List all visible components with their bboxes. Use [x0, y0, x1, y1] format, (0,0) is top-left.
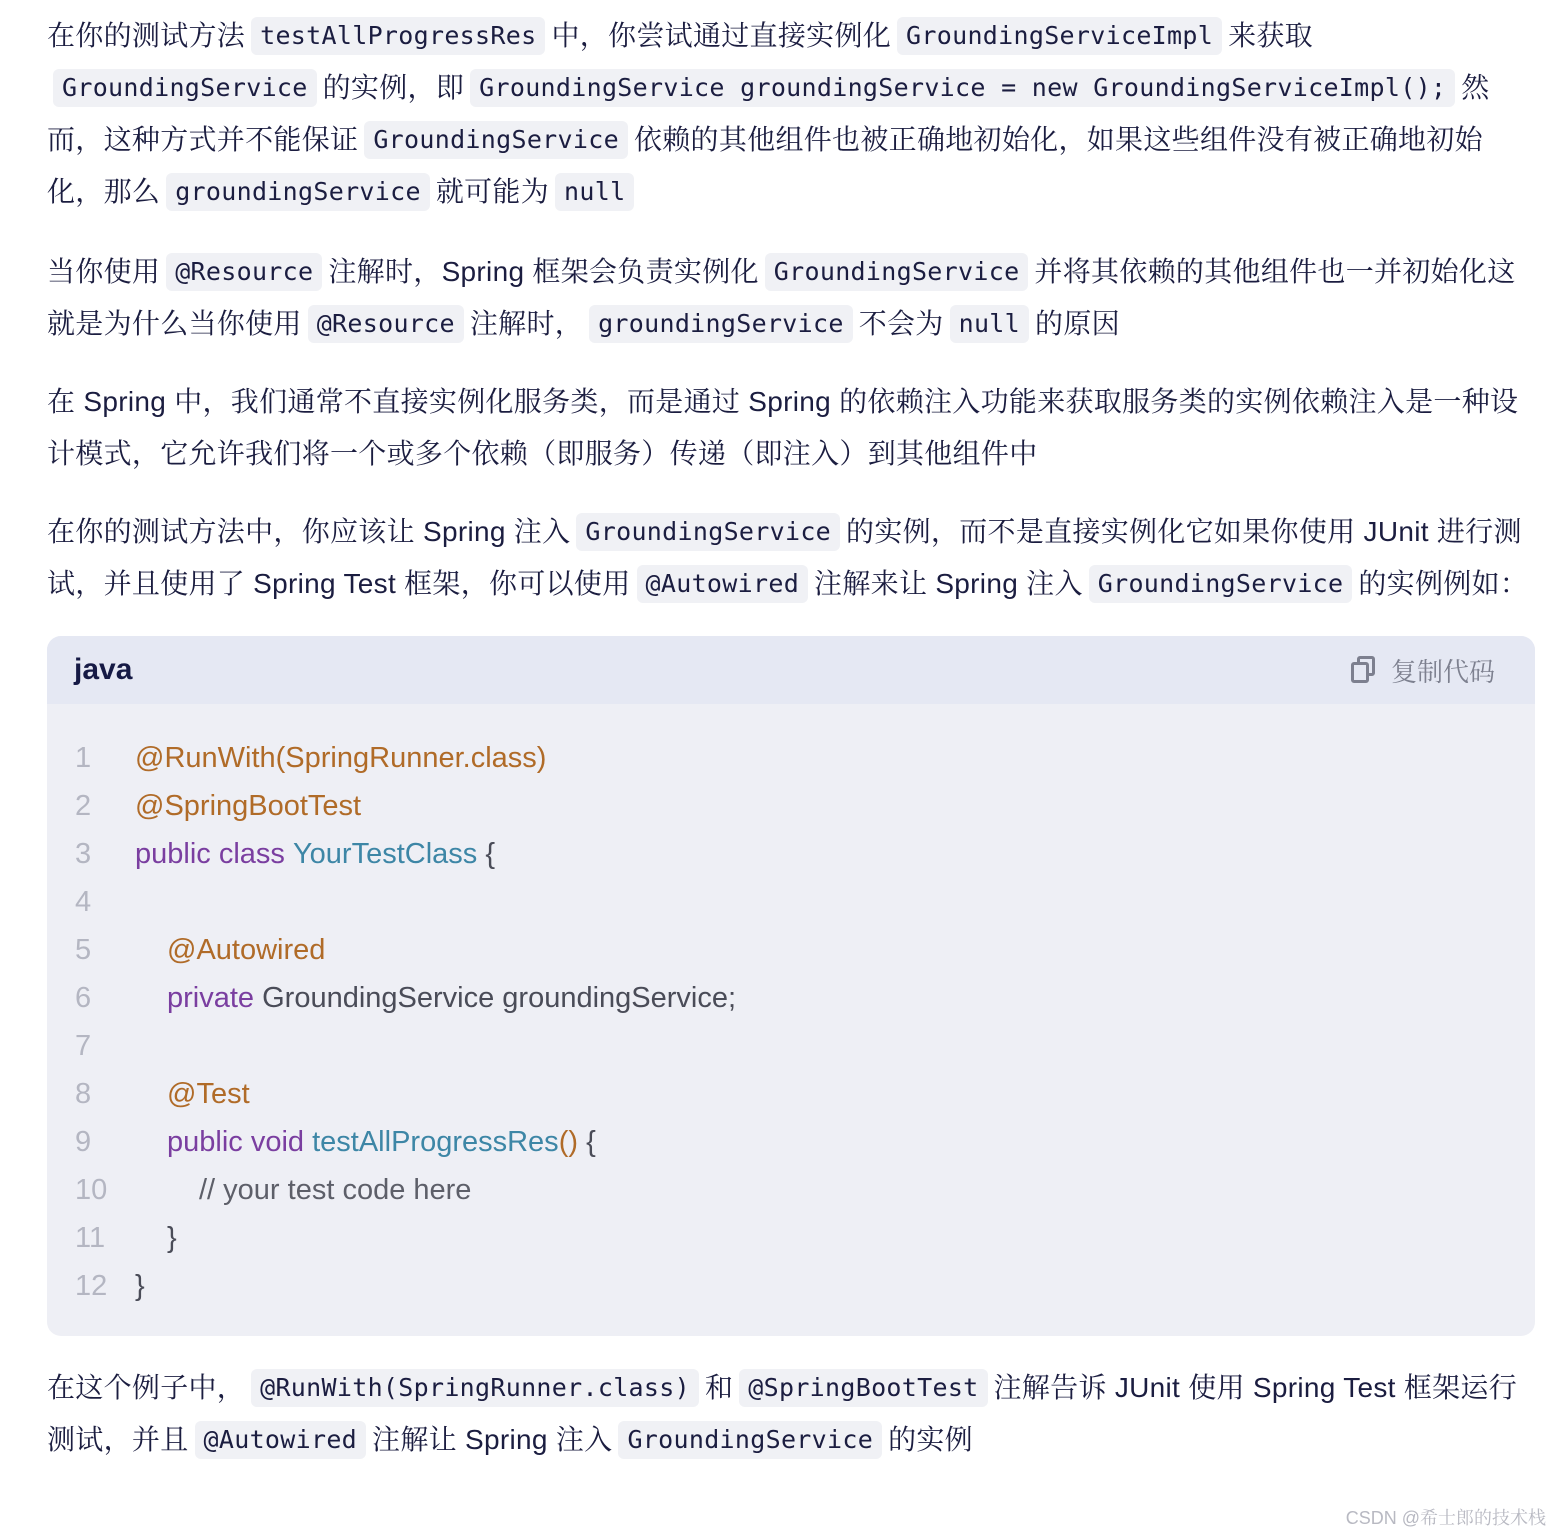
- text: 注解告诉 JUnit 使用 Spring Test 框架运行测试，并且: [47, 1372, 1518, 1455]
- code-line: [47, 1262, 1535, 1310]
- code-line: [47, 1070, 1535, 1118]
- inline-code: testAllProgressRes: [251, 17, 545, 55]
- copy-code-label: 复制代码: [1390, 656, 1495, 687]
- method-name-token: testAllProgressRes: [312, 1126, 559, 1158]
- line-number: 10: [75, 1174, 108, 1206]
- annotation-token: @Autowired: [167, 934, 326, 966]
- text: 来获取: [1228, 20, 1313, 51]
- copy-code-button[interactable]: [1351, 652, 1495, 689]
- text: 中，你尝试通过直接实例化: [551, 20, 892, 51]
- line-number: 12: [75, 1270, 108, 1302]
- text: 注解来让 Spring 注入: [814, 568, 1083, 599]
- text: 就可能为: [435, 176, 550, 207]
- inline-code: null: [555, 173, 634, 211]
- text: 不会为: [858, 308, 944, 339]
- code-block: [47, 636, 1535, 1336]
- code-line: [47, 734, 1535, 782]
- inline-code: null: [950, 305, 1029, 343]
- text: 在 Spring 中，我们通常不直接实例化服务类，而是通过 Spring 的依赖注入功能来获取服务类的实例依赖注入是一种设计模式，它允许我们将一个或多个依赖（即服务）传递（即注入）到其他组件中: [47, 386, 1519, 469]
- line-number: 3: [75, 838, 92, 870]
- inline-code: @SpringBootTest: [739, 1369, 987, 1407]
- text: 在你的测试方法: [47, 20, 246, 51]
- code-line: [47, 1214, 1535, 1262]
- text: 的实例，而不是直接实例化它如果你使用 JUnit 进行测试，并且使用了 Spring Test 框架，你可以使用: [47, 516, 1522, 599]
- text: 注解让 Spring 注入: [372, 1424, 613, 1455]
- text: 当你使用: [47, 256, 161, 287]
- text: 在这个例子中，: [47, 1372, 246, 1403]
- inline-code: GroundingService: [576, 513, 840, 551]
- line-number: 11: [75, 1222, 106, 1254]
- code-line: [47, 878, 1535, 926]
- plain-token: GroundingService groundingService;: [262, 982, 737, 1014]
- annotation-token: @SpringBootTest: [135, 790, 362, 822]
- inline-code: GroundingService groundingService = new GroundingServiceImpl();: [470, 69, 1455, 107]
- inline-code: groundingService: [166, 173, 430, 211]
- paragraph-4: [47, 506, 1537, 610]
- line-number: 2: [75, 790, 92, 822]
- text: 的实例，即: [322, 72, 465, 103]
- keyword-token: private: [167, 982, 255, 1014]
- text: 注解时，: [469, 308, 584, 339]
- paren-token: (): [558, 1126, 579, 1158]
- text: 和: [704, 1372, 734, 1403]
- code-line: [47, 830, 1535, 878]
- inline-code: GroundingService: [53, 69, 317, 107]
- keyword-token: public void: [167, 1126, 305, 1158]
- inline-code: GroundingService: [618, 1421, 882, 1459]
- text: 的原因: [1035, 308, 1120, 339]
- line-number: 6: [75, 982, 92, 1014]
- brace-token: {: [586, 1126, 596, 1158]
- paragraph-5: [47, 1362, 1537, 1466]
- inline-code: GroundingServiceImpl: [897, 17, 1222, 55]
- text: 注解时，Spring 框架会负责实例化: [328, 256, 759, 287]
- text: 的实例: [888, 1424, 973, 1455]
- inline-code: GroundingService: [1089, 565, 1353, 603]
- code-line: [47, 974, 1535, 1022]
- inline-code: @Autowired: [195, 1421, 367, 1459]
- text: 在你的测试方法中，你应该让 Spring 注入: [47, 516, 571, 547]
- brace-token: }: [167, 1222, 177, 1254]
- code-block-header: [47, 636, 1535, 704]
- comment-token: // your test code here: [199, 1174, 472, 1206]
- line-number: 1: [75, 742, 92, 774]
- annotation-token: @Test: [167, 1078, 250, 1110]
- line-number: 5: [75, 934, 92, 966]
- watermark: CSDN @希士郎的技术栈: [1345, 1508, 1546, 1528]
- line-number: 9: [75, 1126, 92, 1158]
- brace-token: }: [135, 1270, 145, 1302]
- inline-code: @Resource: [166, 253, 322, 291]
- article-content: [47, 10, 1537, 1492]
- inline-code: GroundingService: [765, 253, 1029, 291]
- brace-token: {: [485, 838, 496, 870]
- keyword-token: public class: [135, 838, 285, 870]
- code-line: [47, 1022, 1535, 1070]
- text: 依赖的其他组件也被正确地初始化，如果这些组件没有被正确地初始化，那么: [47, 124, 1483, 207]
- text: 的实例例如：: [1358, 568, 1529, 599]
- inline-code: GroundingService: [364, 121, 628, 159]
- paragraph-1: [47, 10, 1537, 218]
- code-body: [47, 704, 1535, 1336]
- class-name-token: YourTestClass: [292, 838, 478, 870]
- line-number: 7: [75, 1030, 92, 1062]
- line-number: 4: [75, 886, 92, 918]
- inline-code: @RunWith(SpringRunner.class): [251, 1369, 699, 1407]
- text: 并将其依赖的其他组件也一并初始化这就是为什么当你使用: [47, 256, 1516, 339]
- paragraph-3: [47, 376, 1537, 480]
- inline-code: @Resource: [308, 305, 464, 343]
- inline-code: groundingService: [589, 305, 853, 343]
- inline-code: @Autowired: [637, 565, 809, 603]
- annotation-token: @RunWith(SpringRunner.class): [135, 742, 547, 774]
- code-language-label: java: [74, 653, 133, 686]
- code-line: [47, 782, 1535, 830]
- text: 然而，这种方式并不能保证: [47, 72, 1490, 155]
- code-line: [47, 1118, 1535, 1166]
- code-line: [47, 926, 1535, 974]
- line-number: 8: [75, 1078, 92, 1110]
- copy-icon: [1351, 656, 1377, 684]
- code-line: [47, 1166, 1535, 1214]
- paragraph-2: [47, 246, 1537, 350]
